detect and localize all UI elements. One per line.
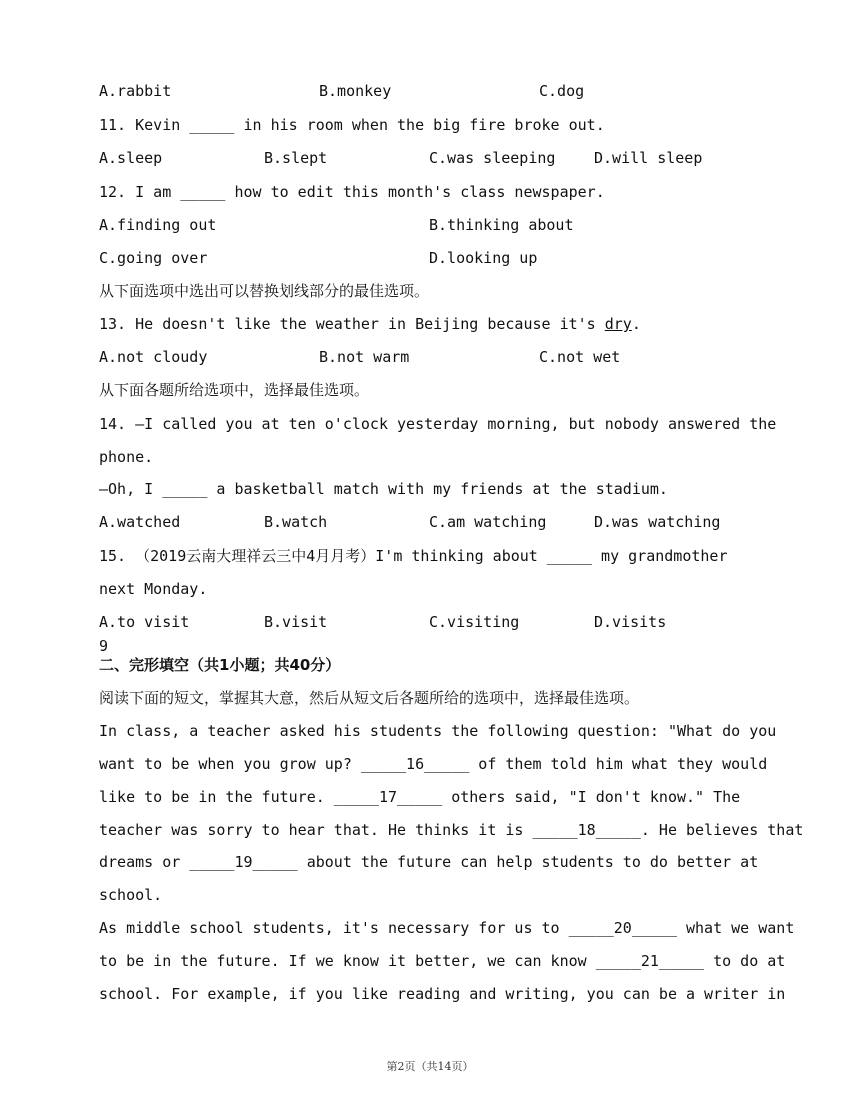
q14-option-c[interactable]: C.am watching bbox=[429, 513, 547, 531]
q13-option-c[interactable]: C.not wet bbox=[539, 348, 621, 366]
q13-stem-before: 13. He doesn't like the weather in Beijing because it's bbox=[99, 315, 605, 333]
q11-option-d[interactable]: D.will sleep bbox=[594, 149, 703, 167]
q13-stem bbox=[99, 314, 641, 334]
q14-stem-line1: 14. —I called you at ten o'clock yesterday morning, but nobody answered the bbox=[99, 415, 777, 433]
q10-option-b[interactable]: B.monkey bbox=[319, 82, 392, 100]
passage-line: dreams or _____19_____ about the future can help students to do better at bbox=[99, 853, 759, 871]
q10-option-a[interactable]: A.rabbit bbox=[99, 82, 172, 100]
q13-stem-after: . bbox=[631, 315, 641, 333]
passage-line: As middle school students, it's necessary for us to _____20_____ what we want bbox=[99, 919, 795, 937]
q12-option-c[interactable]: C.going over bbox=[99, 249, 208, 267]
q10-option-c[interactable]: C.dog bbox=[539, 82, 585, 100]
section2-instruction: 阅读下面的短文，掌握其大意，然后从短文后各题所给的选项中，选择最佳选项。 bbox=[99, 689, 640, 707]
q15-option-d[interactable]: D.visits bbox=[594, 613, 667, 631]
instruction-choose: 从下面各题所给选项中，选择最佳选项。 bbox=[99, 381, 370, 399]
passage-line: teacher was sorry to hear that. He thinks it is _____18_____. He believes that bbox=[99, 821, 804, 839]
q15-stem-line2: next Monday. bbox=[99, 580, 208, 598]
q11-option-a[interactable]: A.sleep bbox=[99, 149, 163, 167]
passage-line: In class, a teacher asked his students the following question: "What do you bbox=[99, 722, 777, 740]
stray-number: 9 bbox=[99, 637, 109, 655]
section2-heading: 二、完形填空（共1小题；共40分） bbox=[99, 656, 341, 674]
q13-option-b[interactable]: B.not warm bbox=[319, 348, 410, 366]
q12-option-a[interactable]: A.finding out bbox=[99, 216, 217, 234]
q15-option-c[interactable]: C.visiting bbox=[429, 613, 520, 631]
q12-stem: 12. I am _____ how to edit this month's class newspaper. bbox=[99, 183, 605, 201]
q14-option-a[interactable]: A.watched bbox=[99, 513, 181, 531]
q15-option-b[interactable]: B.visit bbox=[264, 613, 328, 631]
q14-stem-line3: —Oh, I _____ a basketball match with my friends at the stadium. bbox=[99, 480, 668, 498]
passage-line: to be in the future. If we know it better, we can know _____21_____ to do at bbox=[99, 952, 786, 970]
q11-option-c[interactable]: C.was sleeping bbox=[429, 149, 556, 167]
q11-option-b[interactable]: B.slept bbox=[264, 149, 328, 167]
q15-option-a[interactable]: A.to visit bbox=[99, 613, 190, 631]
q11-stem: 11. Kevin _____ in his room when the big fire broke out. bbox=[99, 116, 605, 134]
q13-option-a[interactable]: A.not cloudy bbox=[99, 348, 208, 366]
passage-line: school. For example, if you like reading and writing, you can be a writer in bbox=[99, 985, 786, 1003]
q14-option-b[interactable]: B.watch bbox=[264, 513, 328, 531]
instruction-replace: 从下面选项中选出可以替换划线部分的最佳选项。 bbox=[99, 282, 430, 300]
q15-stem-line1: 15. （2019云南大理祥云三中4月月考）I'm thinking about _____ my grandmother bbox=[99, 547, 728, 565]
passage-line: like to be in the future. _____17_____ others said, "I don't know." The bbox=[99, 788, 741, 806]
q14-option-d[interactable]: D.was watching bbox=[594, 513, 721, 531]
q12-option-d[interactable]: D.looking up bbox=[429, 249, 538, 267]
q14-stem-line2: phone. bbox=[99, 448, 154, 466]
q13-underlined-word: dry bbox=[604, 315, 632, 333]
passage-line: want to be when you grow up? _____16_____ of them told him what they would bbox=[99, 755, 768, 773]
passage-line: school. bbox=[99, 886, 163, 904]
page-footer: 第2页（共14页） bbox=[386, 1060, 474, 1073]
q12-option-b[interactable]: B.thinking about bbox=[429, 216, 574, 234]
